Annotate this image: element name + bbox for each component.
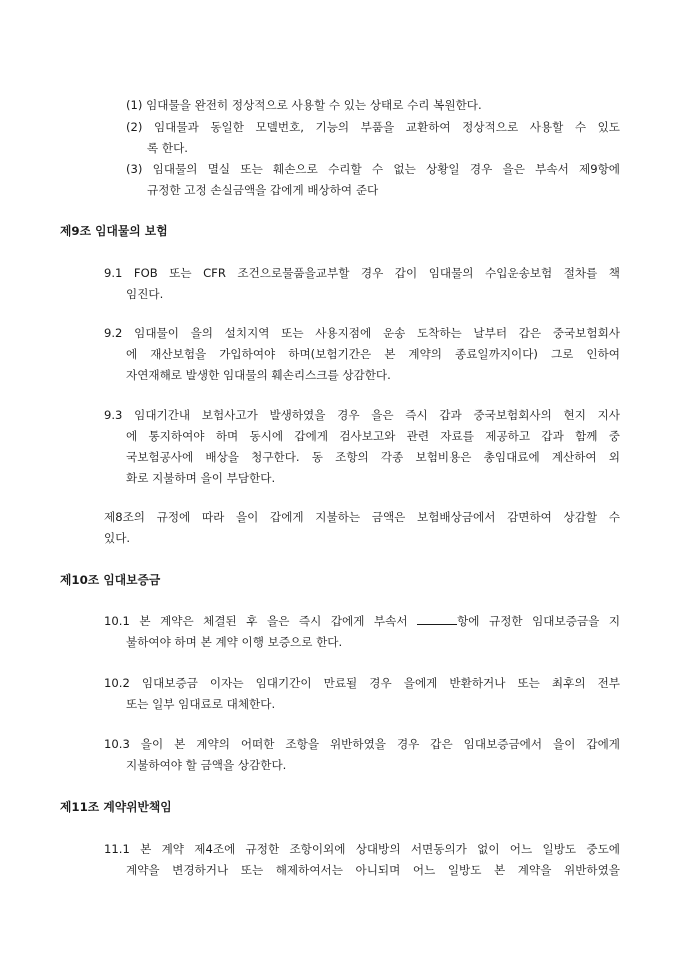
clause-9-1-cont: 임진다. [126,287,164,301]
article-9-note: 제8조의 규정에 따라 을이 갑에게 지불하는 금액은 보험배상금에서 감면하여 상감할 수 [104,510,620,524]
clause-9-3-cont: 화로 지불하며 을이 부담한다. [126,471,276,485]
clause-9-3: 9.3 임대기간내 보험사고가 발생하였을 경우 을은 즉시 갑과 중국보험회사의 현지 지사 [104,408,620,422]
clause-9-3-cont: 에 통지하여야 하며 동시에 갑에게 검사보고와 관련 자료를 제공하고 갑과 함께 중 [126,429,620,443]
list-item: (1) 임대물을 완전히 정상적으로 사용할 수 있는 상태로 수리 복원한다. [126,98,482,112]
clause-9-2-cont: 에 재산보험을 가입하여야 하며(보험기간은 본 계약의 종료일까지이다) 그로 인하여 [126,347,620,361]
clause-9-2-cont: 자연재해로 발생한 임대물의 훼손리스크를 상감한다. [126,368,391,382]
clause-10-3-cont: 지불하여야 할 금액을 상감한다. [126,758,287,772]
article-11-heading: 제11조 계약위반책임 [60,800,172,814]
clause-9-1: 9.1 FOB 또는 CFR 조건으로물품을교부할 경우 갑이 임대물의 수입운송보험 절차를 책 [104,266,620,280]
list-item-continuation: 규정한 고정 손실금액을 갑에게 배상하여 준다 [147,183,379,197]
blank-field [417,615,457,625]
article-10-heading: 제10조 임대보증금 [60,573,161,587]
article-9-heading: 제9조 임대물의 보험 [60,224,168,238]
clause-11-1-cont: 계약을 변경하거나 또는 해제하여서는 아니되며 어느 일방도 본 계약을 위반하였을 [126,863,620,877]
clause-10-1-cont: 불하여야 하며 본 계약 이행 보증으로 한다. [126,635,343,649]
clause-10-2: 10.2 임대보증금 이자는 임대기간이 만료될 경우 을에게 반환하거나 또는 최후의 전부 [104,676,620,690]
clause-10-1 [104,614,620,629]
clause-9-2: 9.2 임대물이 을의 설치지역 또는 사용지점에 운송 도착하는 날부터 갑은 중국보험회사 [104,326,620,340]
list-item: (2) 임대물과 동일한 모델번호, 기능의 부품을 교환하여 정상적으로 사용할 수 있도 [126,120,620,134]
clause-10-1-prefix: 10.1 본 계약은 체결된 후 을은 즉시 갑에게 부속서 [104,614,408,628]
clause-10-2-cont: 또는 일부 임대료로 대체한다. [126,697,276,711]
list-item: (3) 임대물의 멸실 또는 훼손으로 수리할 수 없는 상황일 경우 을은 부속서 제9항에 [126,162,620,176]
clause-11-1: 11.1 본 계약 제4조에 규정한 조항이외에 상대방의 서면동의가 없이 어느 일방도 중도에 [104,842,620,856]
list-item-continuation: 록 한다. [147,141,188,155]
article-9-note-cont: 있다. [104,531,131,545]
clause-10-1-suffix: 항에 규정한 임대보증금을 지 [457,614,621,628]
clause-10-3: 10.3 을이 본 계약의 어떠한 조항을 위반하였을 경우 갑은 임대보증금에서 을이 갑에게 [104,737,620,751]
clause-9-3-cont: 국보험공사에 배상을 청구한다. 동 조항의 각종 보험비용은 총임대료에 계산하여 외 [126,450,620,464]
